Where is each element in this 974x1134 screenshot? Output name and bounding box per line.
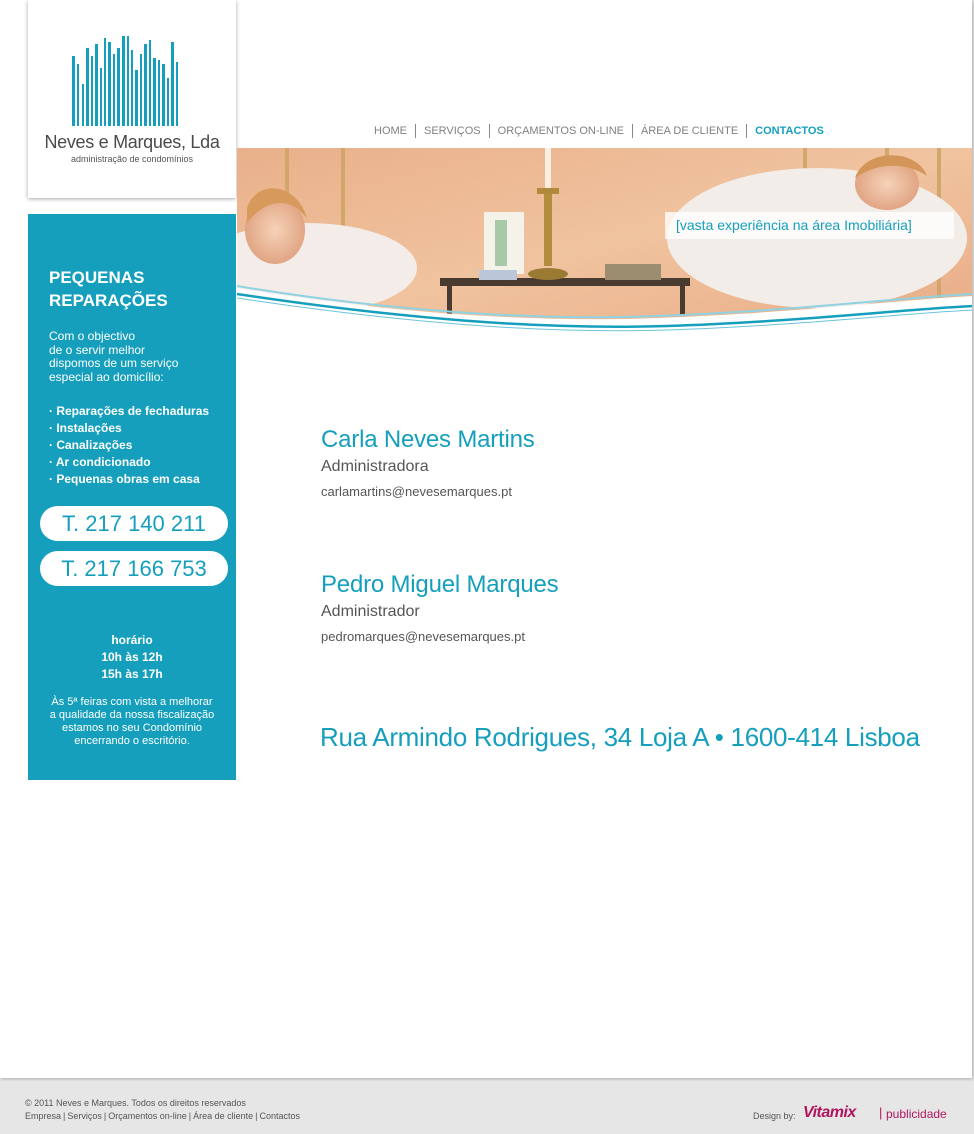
footer-link-empresa[interactable]: Empresa xyxy=(25,1111,62,1121)
contact-card xyxy=(321,426,535,501)
contact-card xyxy=(321,571,558,646)
nav-servicos[interactable]: SERVIÇOS xyxy=(424,125,481,137)
note-line: Às 5ª feiras com vista a melhorar xyxy=(51,696,213,708)
service-item: · Ar condicionado xyxy=(49,455,151,469)
logo[interactable] xyxy=(28,0,236,198)
service-item: · Pequenas obras em casa xyxy=(49,472,200,486)
sidebar-title-line: PEQUENAS xyxy=(49,268,145,287)
footer-link-orcamentos[interactable]: Orçamentos on-line xyxy=(108,1111,187,1121)
note-line: encerrando o escritório. xyxy=(74,735,190,747)
brand-name: Neves e Marques, Lda xyxy=(44,132,220,152)
banner-tagline: [vasta experiência na área Imobiliária] xyxy=(665,212,954,239)
note-line: estamos no seu Condomínio xyxy=(61,722,203,734)
office-address: Rua Armindo Rodrigues, 34 Loja A • 1600-414 Lisboa xyxy=(320,722,920,752)
phone-number-1: T. 217 140 211 xyxy=(40,506,228,541)
vitamix-logo[interactable]: Vitamix xyxy=(803,1104,856,1121)
services-list xyxy=(49,403,209,488)
hours-afternoon: 15h às 17h xyxy=(101,667,163,681)
footer-divider: | xyxy=(103,1111,107,1121)
service-item: · Canalizações xyxy=(49,438,133,452)
design-by-label: Design by: xyxy=(753,1111,796,1121)
footer-link-servicos[interactable]: Serviços xyxy=(67,1111,102,1121)
brand-tagline: administração de condomínios xyxy=(70,154,194,164)
hours-note xyxy=(28,696,236,748)
service-item: · Instalações xyxy=(49,421,122,435)
intro-line: de o servir melhor xyxy=(49,342,146,357)
hours-label: horário xyxy=(111,633,153,647)
intro-line: dispomos de um serviço xyxy=(49,356,179,370)
phone-number-2: T. 217 166 753 xyxy=(40,551,228,586)
footer-link-contactos[interactable]: Contactos xyxy=(259,1111,301,1121)
service-item: · Reparações de fechaduras xyxy=(49,404,210,418)
hero-banner xyxy=(237,148,972,338)
contact-email[interactable]: carlamartins@nevesemarques.pt xyxy=(321,484,512,499)
main-nav xyxy=(366,124,832,138)
footer-copyright: © 2011 Neves e Marques. Todos os direitos reservados xyxy=(25,1098,246,1108)
nav-area-cliente[interactable]: ÁREA DE CLIENTE xyxy=(640,125,739,137)
sidebar-title-line: REPARAÇÕES xyxy=(49,291,168,310)
sidebar-intro xyxy=(49,330,219,384)
note-line: a qualidade da nossa fiscalização xyxy=(49,709,215,721)
contact-name: Pedro Miguel Marques xyxy=(321,571,559,598)
contact-role: Administradora xyxy=(321,458,429,475)
footer-link-area-cliente[interactable]: Área de cliente xyxy=(193,1111,254,1121)
nav-orcamentos[interactable]: ORÇAMENTOS ON-LINE xyxy=(497,125,624,137)
intro-line: Com o objectivo xyxy=(49,329,136,343)
nav-home[interactable]: HOME xyxy=(374,125,407,137)
hours-morning: 10h às 12h xyxy=(101,650,163,664)
contact-role: Administrador xyxy=(321,603,420,620)
sidebar-panel xyxy=(28,214,236,780)
opening-hours xyxy=(28,632,236,683)
agency-suffix: publicidade xyxy=(886,1107,947,1121)
nav-contactos[interactable]: CONTACTOS xyxy=(755,125,824,137)
agency-divider: | xyxy=(879,1105,883,1120)
logo-bars-icon xyxy=(70,34,190,128)
contact-email[interactable]: pedromarques@nevesemarques.pt xyxy=(321,629,525,644)
footer-divider: | xyxy=(255,1111,258,1121)
banner-image xyxy=(237,148,972,338)
contact-name: Carla Neves Martins xyxy=(321,426,535,453)
footer-links xyxy=(25,1111,300,1121)
sidebar-title xyxy=(49,266,168,312)
intro-line: especial ao domicílio: xyxy=(49,369,164,384)
footer-divider: | xyxy=(63,1111,66,1121)
footer-divider: | xyxy=(188,1111,192,1121)
